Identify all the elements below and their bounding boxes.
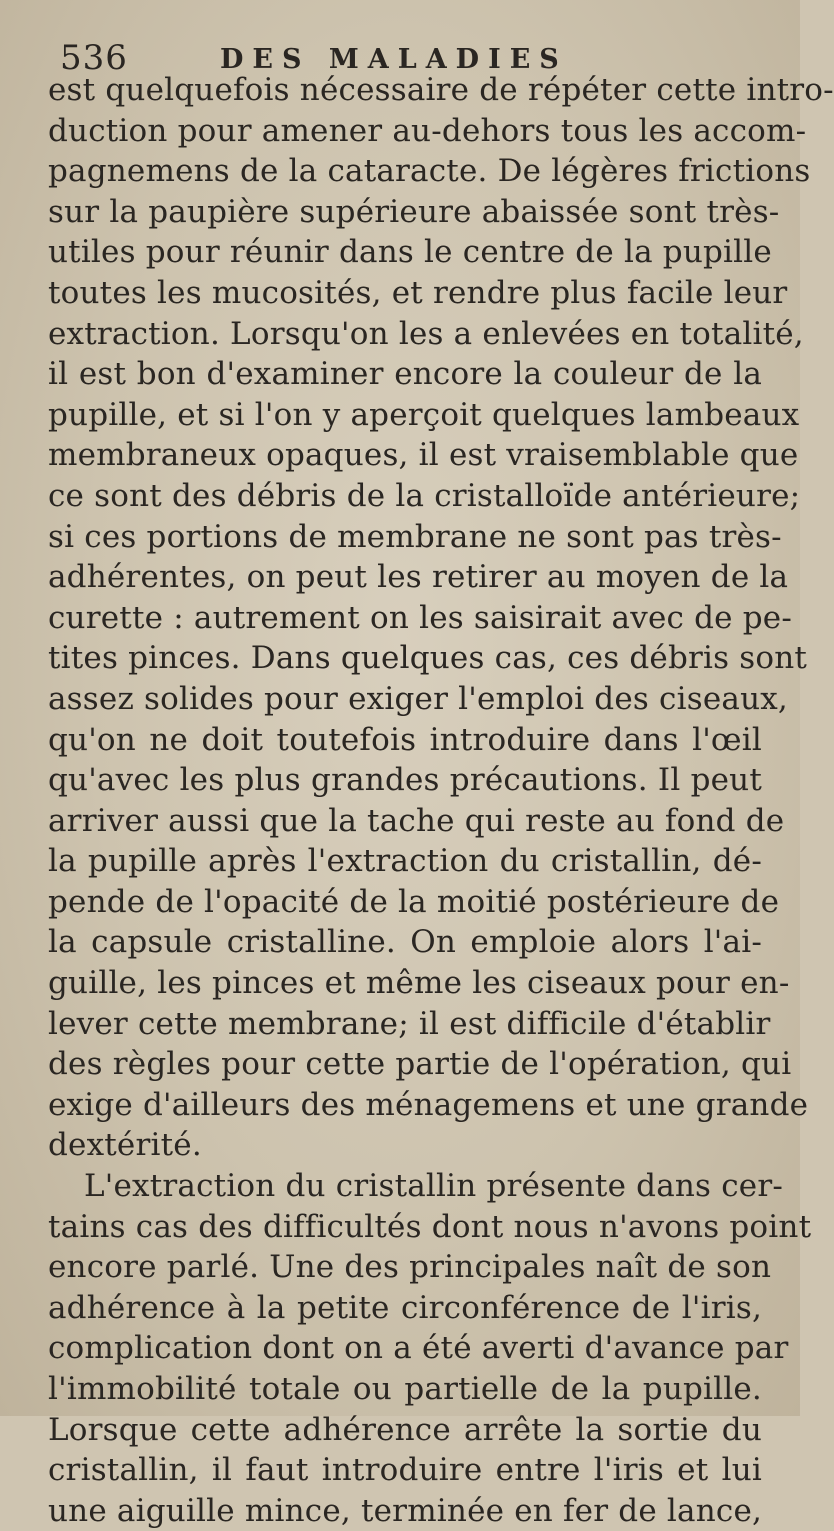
text-line: la capsule cristalline. On emploie alors l'ai- — [48, 924, 762, 961]
text-line: extraction. Lorsqu'on les a enlevées en totalité, — [48, 315, 804, 352]
text-line: pagnemens de la cataracte. De légères frictions — [48, 153, 811, 190]
text-line: guille, les pinces et même les ciseaux pour en- — [48, 965, 790, 1002]
text-line: tains cas des difficultés dont nous n'avons point — [48, 1208, 812, 1245]
text-line: curette : autrement on les saisirait avec de pe- — [48, 599, 793, 636]
text-line: pende de l'opacité de la moitié postérieure de — [48, 883, 780, 920]
text-line: ce sont des débris de la cristalloïde antérieure; — [48, 477, 801, 514]
text-line: assez solides pour exiger l'emploi des ciseaux, — [48, 680, 788, 717]
text-line: encore parlé. Une des principales naît de son — [48, 1249, 772, 1286]
text-line: la pupille après l'extraction du cristallin, dé- — [48, 843, 762, 880]
text-line: exige d'ailleurs des ménagemens et une grande — [48, 1086, 809, 1123]
text-line: adhérence à la petite circonférence de l'iris, — [48, 1289, 762, 1326]
running-head: DES MALADIES — [220, 44, 568, 75]
text-line: une aiguille mince, terminée en fer de lance, — [48, 1492, 763, 1529]
text-line: Lorsque cette adhérence arrête la sortie du — [48, 1411, 762, 1448]
text-line: utiles pour réunir dans le centre de la pupille — [48, 234, 772, 271]
text-line: qu'on ne doit toutefois introduire dans l'œil — [48, 721, 762, 758]
text-line: si ces portions de membrane ne sont pas très- — [48, 518, 782, 555]
text-line: arriver aussi que la tache qui reste au fond de — [48, 802, 785, 839]
text-line: sur la paupière supérieure abaissée sont très- — [48, 193, 780, 230]
text-line: duction pour amener au-dehors tous les accom- — [48, 112, 807, 149]
text-line: des règles pour cette partie de l'opération, qui — [48, 1046, 792, 1083]
text-line: tites pinces. Dans quelques cas, ces débris sont — [48, 640, 808, 677]
body-text — [48, 70, 834, 1531]
text-line: cristallin, il faut introduire entre l'iris et lui — [48, 1452, 762, 1489]
text-line: pupille, et si l'on y aperçoit quelques lambeaux — [48, 396, 800, 433]
text-line: l'immobilité totale ou partielle de la pupille. — [48, 1371, 762, 1407]
text-line: membraneux opaques, il est vraisemblable que — [48, 437, 799, 474]
text-line-paragraph-end: dextérité. — [48, 1127, 202, 1164]
text-line: lever cette membrane; il est difficile d'établir — [48, 1005, 771, 1042]
text-line: qu'avec les plus grandes précautions. Il peut — [48, 762, 762, 799]
text-line: il est bon d'examiner encore la couleur de la — [48, 356, 762, 393]
text-line: adhérentes, on peut les retirer au moyen de la — [48, 559, 789, 596]
text-line: complication dont on a été averti d'avance par — [48, 1330, 789, 1367]
text-line: toutes les mucosités, et rendre plus facile leur — [48, 274, 788, 311]
text-line: est quelquefois nécessaire de répéter cette intro- — [48, 72, 834, 108]
page-number: 536 — [60, 38, 128, 78]
text-line-paragraph-start: L'extraction du cristallin présente dans cer- — [84, 1168, 784, 1205]
